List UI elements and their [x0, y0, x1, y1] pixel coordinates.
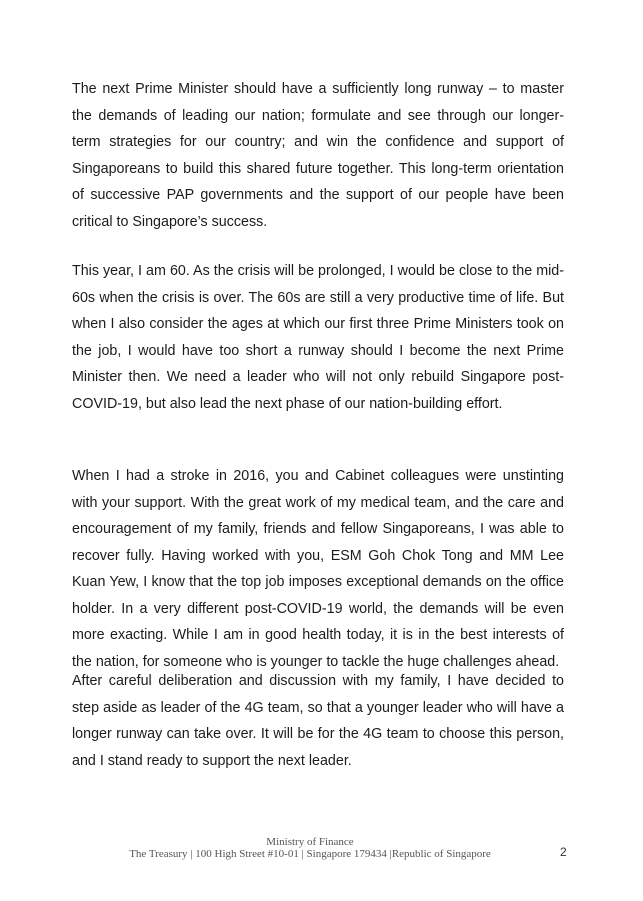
paragraph-decision: After careful deliberation and discussion with my family, I have decided to step aside as leader of the 4G team, so that a younger leader who will have a longer runway can take over. It will be for the 4G team to choose this person, and I stand ready to support the next leader.: [72, 673, 564, 769]
page-number: 2: [560, 845, 567, 859]
footer-address: The Treasury | 100 High Street #10-01 | Singapore 179434 |Republic of Singapore: [129, 848, 491, 860]
footer-ministry: Ministry of Finance: [266, 836, 354, 848]
paragraph-health: When I had a stroke in 2016, you and Cabinet colleagues were unstinting with your support. With the great work of my medical team, and the care and encouragement of my family, friends and fellow Singaporeans, I was able to recover fully. Having worked with you, ESM Goh Chok Tong and MM Lee Kuan Yew, I know that the top job imposes exceptional demands on the office holder. In a very different post-COVID-19 world, the demands will be even more exacting. While I am in good health today, it is in the best interests of the nation, for someone who is younger to tackle the huge challenges ahead.: [72, 468, 564, 670]
paragraph-runway: The next Prime Minister should have a sufficiently long runway – to master the demands of leading our nation; formulate and see through our longer-term strategies for our country; and win the confidence and support of Singaporeans to build this shared future together. This long-term orientation of successive PAP governments and the support of our people have been critical to Singapore’s success.: [72, 81, 564, 230]
page-footer: [60, 836, 560, 860]
paragraph-age: This year, I am 60. As the crisis will be prolonged, I would be close to the mid-60s when the crisis is over. The 60s are still a very productive time of life. But when I also consider the ages at which our first three Prime Ministers took on the job, I would have too short a runway should I become the next Prime Minister then. We need a leader who will not only rebuild Singapore post-COVID-19, but also lead the next phase of our nation-building effort.: [72, 263, 564, 412]
